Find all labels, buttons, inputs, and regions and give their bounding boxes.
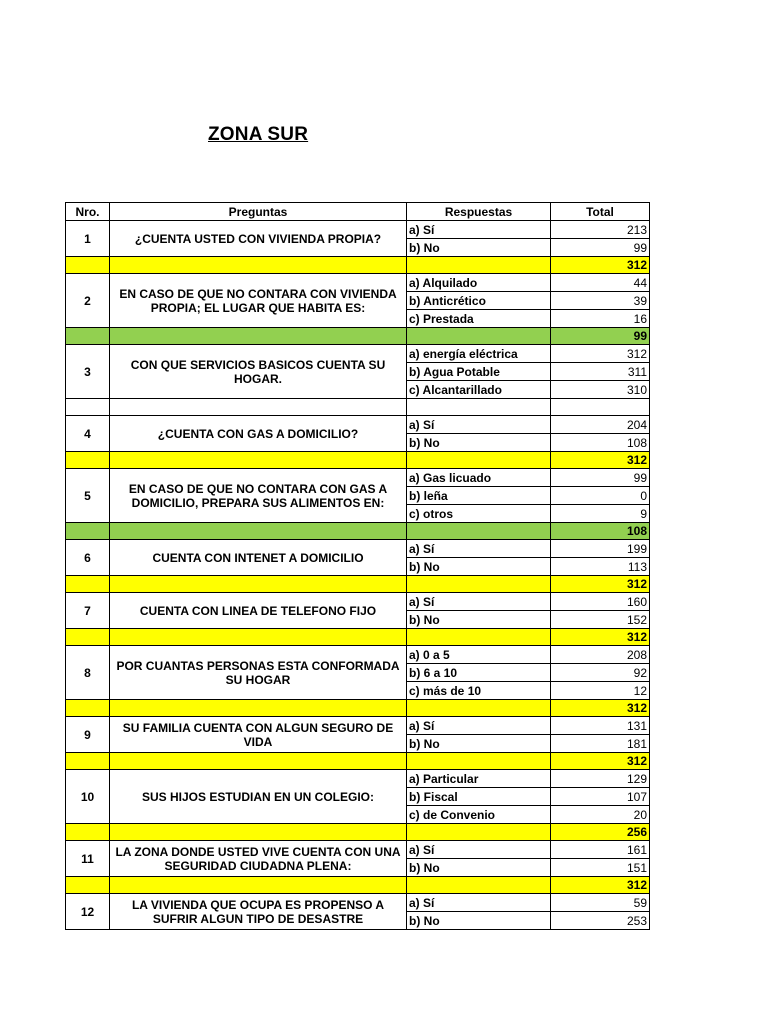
header-nro: Nro. <box>66 203 110 221</box>
subtotal-value: 312 <box>551 629 650 646</box>
subtotal-row <box>66 257 650 274</box>
answer-total: 59 <box>551 894 650 912</box>
subtotal-empty-cell <box>407 399 551 416</box>
question-number: 10 <box>66 770 110 824</box>
answer-total: 20 <box>551 806 650 824</box>
header-respuestas: Respuestas <box>407 203 551 221</box>
subtotal-empty-cell <box>66 452 110 469</box>
subtotal-value: 312 <box>551 257 650 274</box>
header-preguntas: Preguntas <box>110 203 407 221</box>
answer-total: 113 <box>551 558 650 576</box>
subtotal-row <box>66 523 650 540</box>
subtotal-empty-cell <box>66 700 110 717</box>
answer-label: b) No <box>407 859 551 877</box>
answer-label: c) de Convenio <box>407 806 551 824</box>
answer-total: 44 <box>551 274 650 292</box>
answer-label: a) Sí <box>407 416 551 434</box>
answer-total: 160 <box>551 593 650 611</box>
table-row <box>66 469 650 487</box>
table-row <box>66 717 650 735</box>
question-number: 4 <box>66 416 110 452</box>
answer-label: a) energía eléctrica <box>407 345 551 363</box>
answer-label: a) Sí <box>407 221 551 239</box>
subtotal-value: 312 <box>551 452 650 469</box>
answer-total: 99 <box>551 239 650 257</box>
question-number: 1 <box>66 221 110 257</box>
subtotal-empty-cell <box>110 629 407 646</box>
table-row <box>66 593 650 611</box>
subtotal-empty-cell <box>407 824 551 841</box>
question-number: 11 <box>66 841 110 877</box>
answer-label: b) No <box>407 735 551 753</box>
table-row <box>66 841 650 859</box>
table-row <box>66 416 650 434</box>
subtotal-empty-cell <box>407 629 551 646</box>
subtotal-row <box>66 700 650 717</box>
answer-label: c) otros <box>407 505 551 523</box>
subtotal-empty-cell <box>407 576 551 593</box>
answer-label: b) No <box>407 912 551 930</box>
answer-label: a) Gas licuado <box>407 469 551 487</box>
answer-total: 152 <box>551 611 650 629</box>
subtotal-row <box>66 452 650 469</box>
answer-label: b) Agua Potable <box>407 363 551 381</box>
subtotal-empty-cell <box>110 328 407 345</box>
answer-total: 151 <box>551 859 650 877</box>
subtotal-empty-cell <box>110 700 407 717</box>
answer-total: 9 <box>551 505 650 523</box>
answer-label: a) Sí <box>407 841 551 859</box>
subtotal-row <box>66 877 650 894</box>
subtotal-empty-cell <box>407 328 551 345</box>
subtotal-row <box>66 629 650 646</box>
question-number: 8 <box>66 646 110 700</box>
answer-total: 253 <box>551 912 650 930</box>
subtotal-empty-cell <box>110 753 407 770</box>
answer-label: b) 6 a 10 <box>407 664 551 682</box>
subtotal-value: 312 <box>551 700 650 717</box>
question-number: 6 <box>66 540 110 576</box>
answer-label: a) Sí <box>407 540 551 558</box>
question-number: 12 <box>66 894 110 930</box>
question-text: LA ZONA DONDE USTED VIVE CUENTA CON UNA SEGURIDAD CIUDADNA PLENA: <box>110 841 407 877</box>
answer-total: 213 <box>551 221 650 239</box>
answer-total: 204 <box>551 416 650 434</box>
answer-label: c) Alcantarillado <box>407 381 551 399</box>
subtotal-empty-cell <box>66 629 110 646</box>
subtotal-row <box>66 576 650 593</box>
answer-total: 99 <box>551 469 650 487</box>
question-text: CON QUE SERVICIOS BASICOS CUENTA SU HOGAR. <box>110 345 407 399</box>
answer-total: 312 <box>551 345 650 363</box>
question-number: 5 <box>66 469 110 523</box>
header-total: Total <box>551 203 650 221</box>
survey-table <box>65 202 650 930</box>
subtotal-empty-cell <box>66 576 110 593</box>
subtotal-empty-cell <box>110 877 407 894</box>
question-text: EN CASO DE QUE NO CONTARA CON GAS A DOMICILIO, PREPARA SUS ALIMENTOS EN: <box>110 469 407 523</box>
page-title: ZONA SUR <box>208 124 309 145</box>
table-row <box>66 894 650 912</box>
question-text: CUENTA CON INTENET A DOMICILIO <box>110 540 407 576</box>
table-row <box>66 274 650 292</box>
subtotal-row <box>66 753 650 770</box>
subtotal-value: 256 <box>551 824 650 841</box>
question-text: SUS HIJOS ESTUDIAN EN UN COLEGIO: <box>110 770 407 824</box>
table-row <box>66 540 650 558</box>
question-text: ¿CUENTA CON GAS A DOMICILIO? <box>110 416 407 452</box>
question-text: EN CASO DE QUE NO CONTARA CON VIVIENDA PROPIA; EL LUGAR QUE HABITA ES: <box>110 274 407 328</box>
subtotal-empty-cell <box>66 399 110 416</box>
subtotal-value: 312 <box>551 753 650 770</box>
answer-label: a) Alquilado <box>407 274 551 292</box>
answer-total: 39 <box>551 292 650 310</box>
answer-label: a) 0 a 5 <box>407 646 551 664</box>
answer-label: a) Sí <box>407 593 551 611</box>
subtotal-empty-cell <box>407 700 551 717</box>
subtotal-empty-cell <box>110 257 407 274</box>
subtotal-row <box>66 328 650 345</box>
answer-total: 92 <box>551 664 650 682</box>
table-row <box>66 345 650 363</box>
subtotal-empty-cell <box>110 523 407 540</box>
subtotal-value: 312 <box>551 576 650 593</box>
answer-total: 181 <box>551 735 650 753</box>
subtotal-empty-cell <box>110 452 407 469</box>
subtotal-empty-cell <box>110 576 407 593</box>
subtotal-empty-cell <box>66 257 110 274</box>
answer-total: 208 <box>551 646 650 664</box>
table-row <box>66 646 650 664</box>
subtotal-value: 108 <box>551 523 650 540</box>
answer-label: a) Sí <box>407 894 551 912</box>
answer-total: 0 <box>551 487 650 505</box>
question-text: POR CUANTAS PERSONAS ESTA CONFORMADA SU HOGAR <box>110 646 407 700</box>
answer-label: b) No <box>407 434 551 452</box>
answer-label: c) más de 10 <box>407 682 551 700</box>
answer-label: a) Particular <box>407 770 551 788</box>
question-number: 7 <box>66 593 110 629</box>
answer-label: c) Prestada <box>407 310 551 328</box>
question-text: CUENTA CON LINEA DE TELEFONO FIJO <box>110 593 407 629</box>
answer-total: 199 <box>551 540 650 558</box>
subtotal-empty-cell <box>66 753 110 770</box>
subtotal-empty-cell <box>407 753 551 770</box>
question-text: ¿CUENTA USTED CON VIVIENDA PROPIA? <box>110 221 407 257</box>
subtotal-value <box>551 399 650 416</box>
header-row <box>66 203 650 221</box>
subtotal-empty-cell <box>66 877 110 894</box>
answer-total: 131 <box>551 717 650 735</box>
question-number: 2 <box>66 274 110 328</box>
answer-total: 108 <box>551 434 650 452</box>
subtotal-empty-cell <box>407 257 551 274</box>
answer-label: b) leña <box>407 487 551 505</box>
subtotal-value: 312 <box>551 877 650 894</box>
answer-total: 12 <box>551 682 650 700</box>
subtotal-empty-cell <box>66 328 110 345</box>
subtotal-empty-cell <box>66 523 110 540</box>
answer-total: 107 <box>551 788 650 806</box>
subtotal-empty-cell <box>407 452 551 469</box>
question-text: SU FAMILIA CUENTA CON ALGUN SEGURO DE VIDA <box>110 717 407 753</box>
answer-label: b) No <box>407 558 551 576</box>
question-number: 3 <box>66 345 110 399</box>
answer-total: 16 <box>551 310 650 328</box>
answer-label: a) Sí <box>407 717 551 735</box>
table-row <box>66 770 650 788</box>
answer-total: 129 <box>551 770 650 788</box>
subtotal-empty-cell <box>407 523 551 540</box>
answer-total: 311 <box>551 363 650 381</box>
question-number: 9 <box>66 717 110 753</box>
subtotal-row <box>66 399 650 416</box>
answer-label: b) No <box>407 611 551 629</box>
answer-total: 310 <box>551 381 650 399</box>
answer-label: b) Anticrético <box>407 292 551 310</box>
subtotal-empty-cell <box>407 877 551 894</box>
question-text: LA VIVIENDA QUE OCUPA ES PROPENSO A SUFRIR ALGUN TIPO DE DESASTRE <box>110 894 407 930</box>
answer-total: 161 <box>551 841 650 859</box>
subtotal-row <box>66 824 650 841</box>
subtotal-empty-cell <box>66 824 110 841</box>
answer-label: b) Fiscal <box>407 788 551 806</box>
subtotal-value: 99 <box>551 328 650 345</box>
answer-label: b) No <box>407 239 551 257</box>
subtotal-empty-cell <box>110 824 407 841</box>
table-row <box>66 221 650 239</box>
subtotal-empty-cell <box>110 399 407 416</box>
